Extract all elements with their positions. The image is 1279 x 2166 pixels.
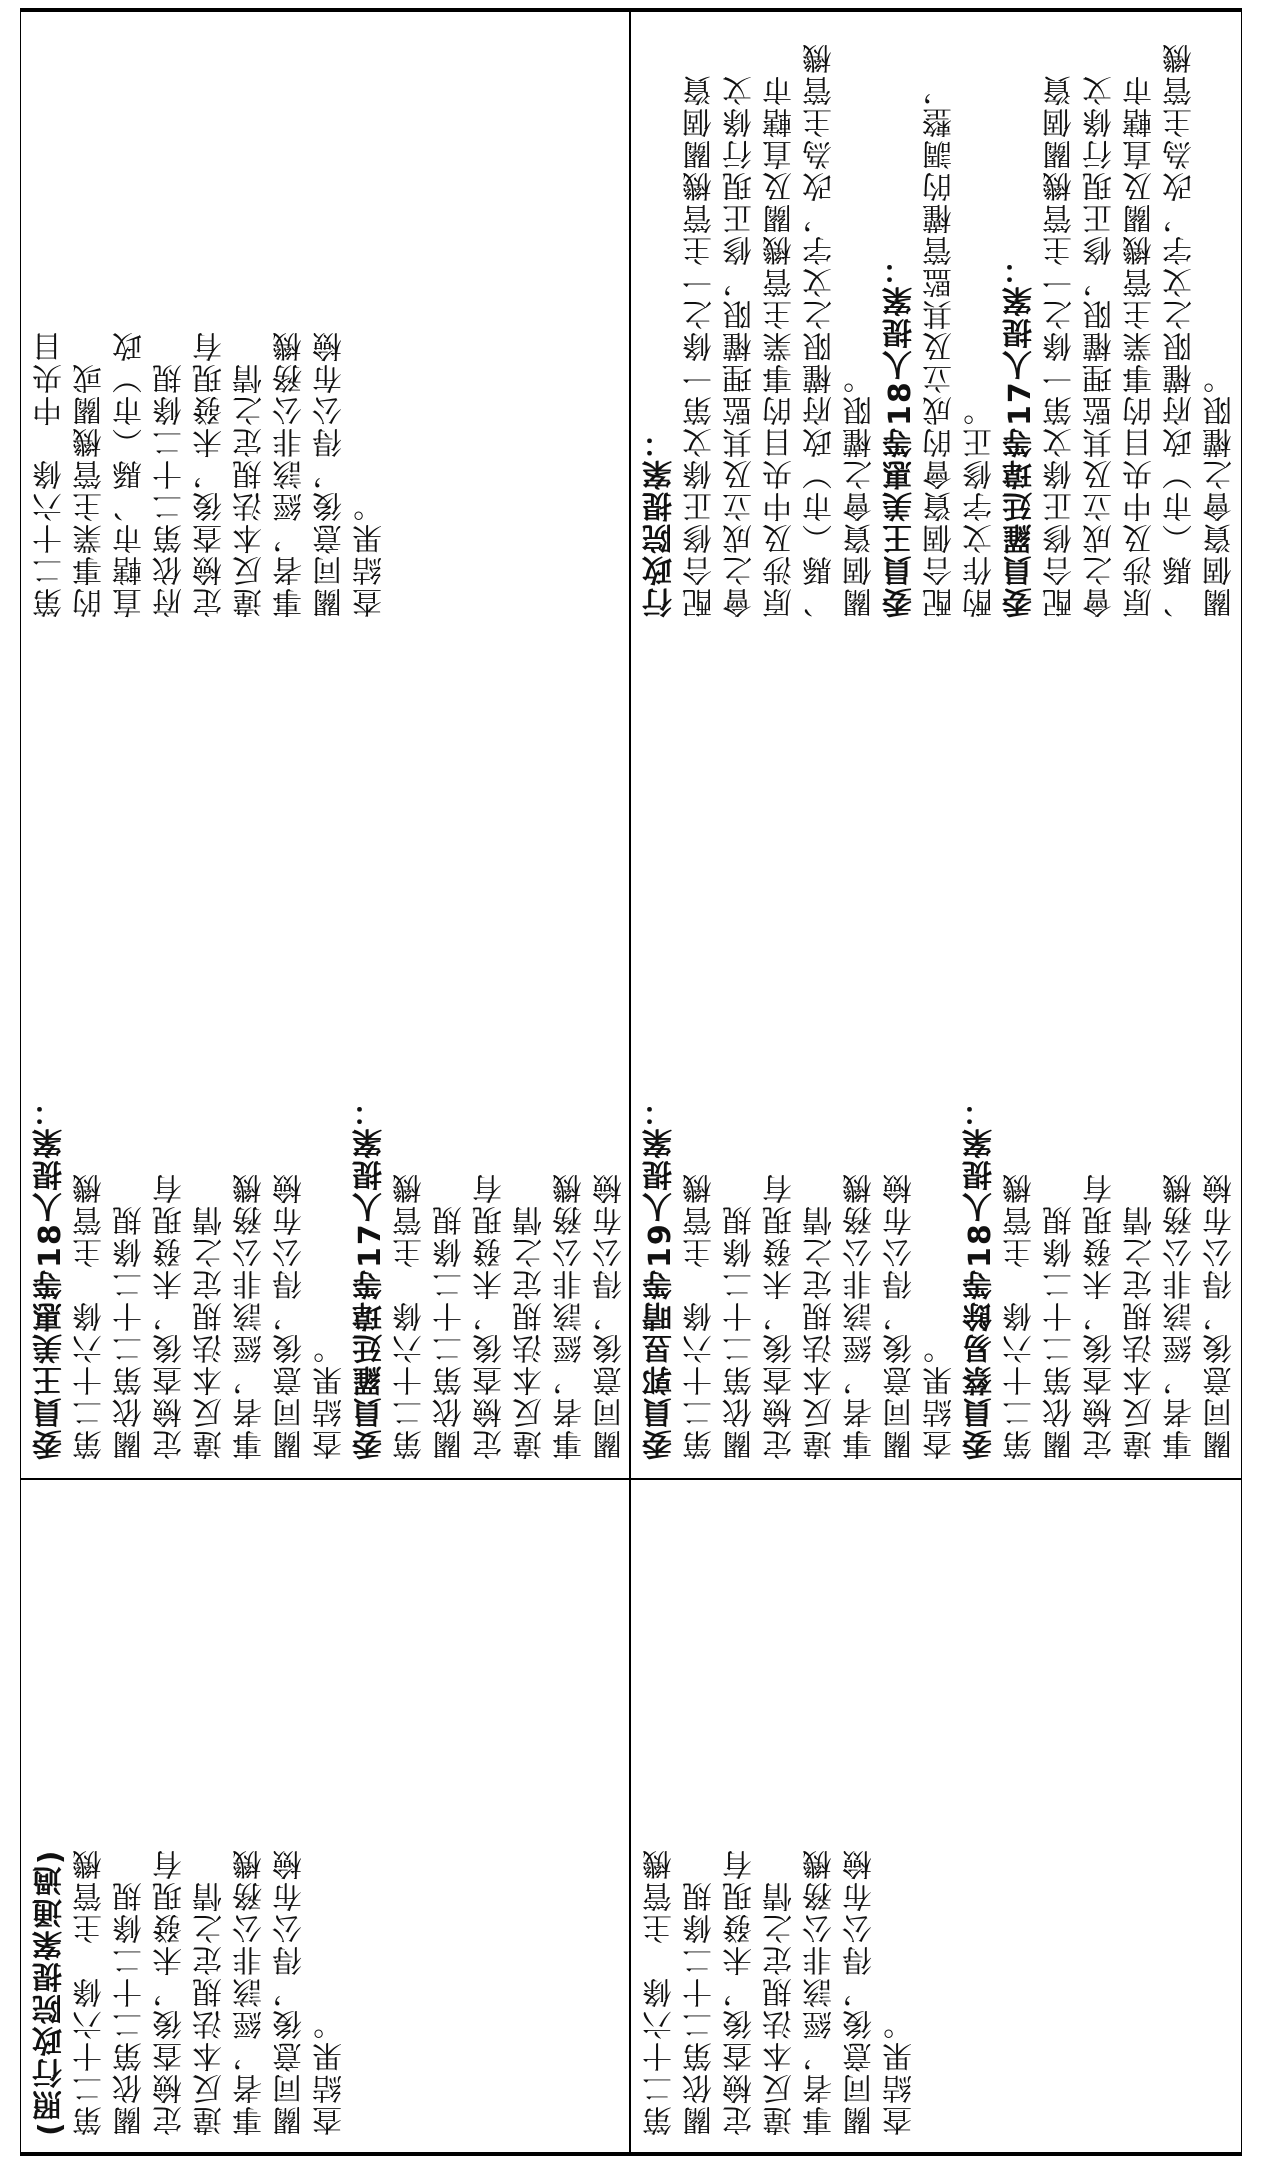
text-line: 關同意後，得公布檢 (593, 1172, 628, 1460)
text-line: 違反本法規定之情 (513, 1204, 548, 1460)
text-line: 事者，經該非公務機 (843, 1172, 878, 1460)
text-line: 查結果。 (313, 2008, 348, 2136)
text-line: 違反本法規定之情 (233, 362, 268, 618)
proposal-heading: 委員羅廷瑋等17人提案： (353, 1094, 388, 1460)
text-line: 配合修正條文第一條之一主管機關個資 (1043, 74, 1078, 618)
text-line: 違反本法規定之情 (193, 1204, 228, 1460)
text-line: 配合修正條文第一條之一主管機關個資 (683, 74, 718, 618)
text-line: 關同意後，得公布檢 (883, 1172, 918, 1460)
text-line: 關個資會之權限。 (1203, 362, 1238, 618)
text-line: 查結果。 (883, 2008, 918, 2136)
proposal-heading: 委員王美惠等18人提案： (883, 252, 918, 618)
text-line: 直轄市、縣（市）政 (113, 330, 148, 618)
text-line: 第二十六條 主管機 (73, 1172, 108, 1460)
text-line: 事者，經該非公務機 (233, 1172, 268, 1460)
text-line: 定檢查後，未發現有 (723, 1848, 758, 2136)
text-line: 第二十六條 主管機 (683, 1172, 718, 1460)
text-line: 關依第二十二條規 (1043, 1204, 1078, 1460)
text-line: 第二十六條 主管機 (393, 1172, 428, 1460)
text-line: 第二十六條 主管機 (643, 1848, 678, 2136)
text-line: 事者，經該非公務機 (1163, 1172, 1198, 1460)
text-line: 違反本法規定之情 (803, 1204, 838, 1460)
proposal-heading: 委員王美惠等18人提案： (33, 1094, 68, 1460)
text-line: 關依第二十二條規 (113, 1204, 148, 1460)
table-row (21, 12, 1241, 636)
text-line: 違反本法規定之情 (193, 1880, 228, 2136)
table-cell (21, 12, 631, 636)
text-line: 定檢查後，未發現有 (1083, 1172, 1118, 1460)
text-line: 關依第二十二條規 (113, 1880, 148, 2136)
text-line: 查結果。 (923, 1332, 958, 1460)
text-line: 事者，經該非公務機 (273, 330, 308, 618)
table-cell (21, 1480, 631, 2154)
table-row (21, 1480, 1241, 2156)
text-line: 事者，經該非公務機 (803, 1848, 838, 2136)
text-line: 關依第二十二條規 (723, 1204, 758, 1460)
cell-text (21, 12, 629, 636)
cell-text (21, 636, 629, 1478)
table-cell (631, 12, 1241, 636)
cell-text (631, 1480, 1241, 2154)
text-line: 定檢查後，未發現有 (153, 1848, 188, 2136)
text-line: 關同意後，得公布檢 (1203, 1172, 1238, 1460)
text-line: 、縣（市）政府權限之文字，改為主管機 (1163, 42, 1198, 618)
proposal-heading: 委員蔡易餘等18人提案： (963, 1094, 998, 1460)
text-line: 定檢查後，未發現有 (763, 1172, 798, 1460)
table-cell (631, 636, 1241, 1478)
text-line: 第二十六條 主管機 (73, 1848, 108, 2136)
proposal-heading: 行政院提案： (643, 426, 678, 618)
text-line: 配合個資會的成立及其監管權的調整， (923, 74, 958, 618)
text-line: 、縣（市）政府權限之文字，改為主管機 (803, 42, 838, 618)
cell-text (21, 1480, 629, 2154)
table-cell (631, 1480, 1241, 2154)
text-line: 關依第二十二條規 (433, 1204, 468, 1460)
cell-text (631, 636, 1241, 1478)
text-line: 第二十六條 主管機 (1003, 1172, 1038, 1460)
proposal-heading: 委員郭昱晴等19人提案： (643, 1094, 678, 1460)
table-row (21, 636, 1241, 1480)
text-line: 關個資會之權限。 (843, 362, 878, 618)
text-line: 事者，經該非公務機 (553, 1172, 588, 1460)
proposal-heading: (照行政院提案通過) (33, 1848, 68, 2136)
text-line: 定檢查後，未發現有 (473, 1172, 508, 1460)
text-line: 會之成立及其監理權限，修正現行條文 (1083, 74, 1118, 618)
text-line: 關同意後，得公布檢 (843, 1848, 878, 2136)
proposal-heading: 委員羅廷瑋等17人提案： (1003, 252, 1038, 618)
text-line: 的事業主管機關或 (73, 362, 108, 618)
text-line: 第二十六條 中央目 (33, 330, 68, 618)
text-line: 原涉及中央目的事業主管機關及直轄市 (1123, 74, 1158, 618)
text-line: 違反本法規定之情 (763, 1880, 798, 2136)
table-cell (21, 636, 631, 1478)
comparison-table (20, 8, 1242, 2156)
text-line: 查結果。 (313, 1332, 348, 1460)
text-line: 定檢查後，未發現有 (153, 1172, 188, 1460)
text-line: 關同意後，得公布檢 (273, 1172, 308, 1460)
text-line: 關同意後，得公布檢 (273, 1848, 308, 2136)
text-line: 定檢查後，未發現有 (193, 330, 228, 618)
text-line: 會之成立及其監理權限，修正現行條文 (723, 74, 758, 618)
text-line: 關同意後，得公布檢 (313, 330, 348, 618)
text-line: 違反本法規定之情 (1123, 1204, 1158, 1460)
text-line: 原涉及中央目的事業主管機關及直轄市 (763, 74, 798, 618)
text-line: 酌作文字修正。 (963, 394, 998, 618)
text-line: 事者，經該非公務機 (233, 1848, 268, 2136)
text-line: 查結果。 (353, 490, 388, 618)
text-line: 府依第二十二條規 (153, 362, 188, 618)
cell-text (631, 12, 1241, 636)
text-line: 關依第二十二條規 (683, 1880, 718, 2136)
